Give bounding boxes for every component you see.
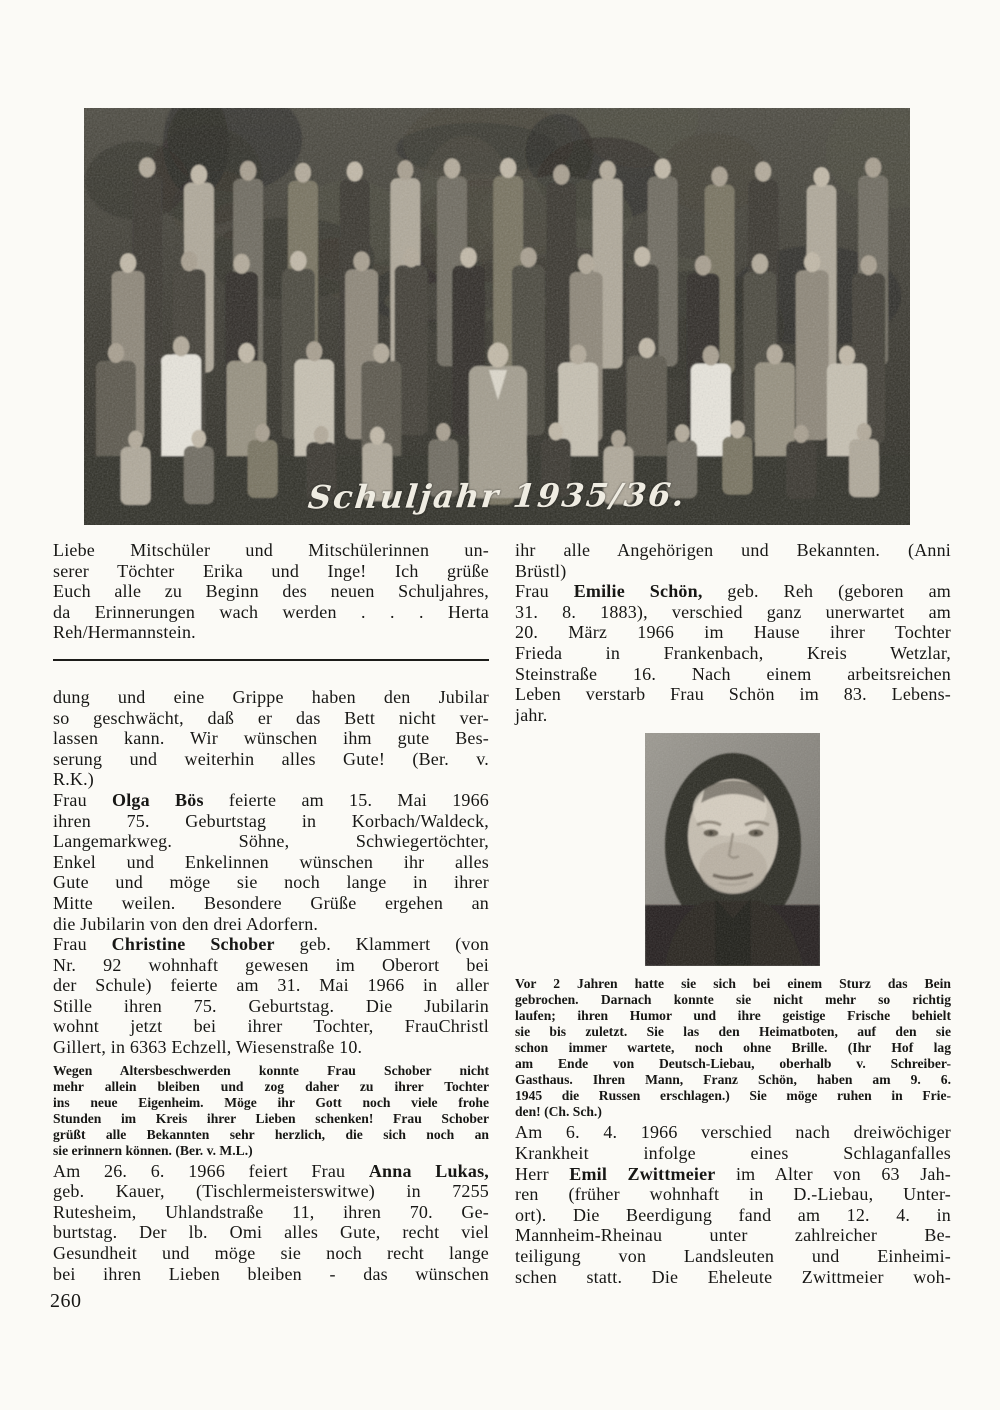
text-line: Langemarkweg. Söhne, Schwiegertöchter, <box>53 831 489 852</box>
paragraph <box>53 934 489 1058</box>
right-column-top <box>515 540 951 725</box>
class-photo <box>84 108 910 525</box>
text-line: Gute und möge sie noch lange in ihrer <box>53 872 489 893</box>
paragraph <box>53 687 489 790</box>
text-line: Am 26. 6. 1966 feiert Frau Anna Lukas, <box>53 1160 489 1181</box>
text-line: Stille ihren 75. Geburtstag. Die Jubilarin <box>53 995 489 1016</box>
film-grain <box>645 733 820 966</box>
text-line: Wegen Altersbeschwerden konnte Frau Schober nicht <box>53 1062 489 1078</box>
text-line: Brüstl) <box>515 560 567 581</box>
text-line: Herr Emil Zwittmeier im Alter von 63 Jah- <box>515 1163 951 1184</box>
film-grain <box>84 108 910 525</box>
paragraph <box>515 540 951 581</box>
text-line: ort). Die Beerdigung fand am 12. 4. in <box>515 1204 951 1225</box>
text-line: Frieda in Frankenbach, Kreis Wetzlar, <box>515 642 951 663</box>
paragraph <box>515 1122 951 1287</box>
right-column-bottom <box>515 976 951 1287</box>
text-line: teiligung von Landsleuten und Einheimi- <box>515 1245 951 1266</box>
text-line: serer Töchter Erika und Inge! Ich grüße <box>53 560 489 581</box>
class-photo-image <box>84 108 910 525</box>
section-divider <box>53 659 489 661</box>
text-line: am Ende von Deutsch-Liebau, oberhalb v. Schreiber- <box>515 1056 951 1072</box>
text-line: lassen kann. Wir wünschen ihm gute Bes- <box>53 728 489 749</box>
photo-caption: Schuljahr 1935/36. <box>306 475 688 517</box>
text-line: Nr. 92 wohnhaft gewesen im Oberort bei <box>53 954 489 975</box>
text-line: Stunden im Kreis ihrer Lieben schenken! Frau Schober <box>53 1110 489 1126</box>
text-line: der Schule) feierte am 31. Mai 1966 in aller <box>53 975 489 996</box>
portrait-image <box>645 733 820 966</box>
paragraph <box>53 1063 489 1159</box>
text-line: Rutesheim, Uhlandstraße 11, ihren 70. Ge- <box>53 1201 489 1222</box>
text-line: Vor 2 Jahren hatte sie sich bei einem Sturz das Bein <box>515 976 951 992</box>
text-line: Euch alle zu Beginn des neuen Schuljahres, <box>53 581 489 602</box>
text-line: R.K.) <box>53 769 94 790</box>
text-line: mehr allein bleiben und zog daher zu ihrer Tochter <box>53 1078 489 1094</box>
text-line: burtstag. Der lb. Omi alles Gute, recht viel <box>53 1222 489 1243</box>
text-line: ins neue Eigenheim. Möge ihr Gott noch viele frohe <box>53 1094 489 1110</box>
portrait-photo <box>645 733 820 966</box>
text-line: Leben verstarb Frau Schön im 83. Lebens- <box>515 684 951 705</box>
paragraph <box>515 581 951 725</box>
paragraph <box>515 976 951 1120</box>
text-line: geb. Kauer, (Tischlermeisterswitwe) in 7255 <box>53 1181 489 1202</box>
page-number: 260 <box>50 1290 82 1312</box>
paragraph <box>53 540 489 643</box>
text-line: Mitte weilen. Besondere Grüße ergehen an <box>53 892 489 913</box>
text-line: schon immer wartete, noch ohne Brille. (Ihr Hof lag <box>515 1040 951 1056</box>
text-line: wohnt jetzt bei ihrer Tochter, FrauChristl <box>53 1016 489 1037</box>
text-line: serung und weiterhin alles Gute! (Ber. v. <box>53 748 489 769</box>
text-line: Frau Emilie Schön, geb. Reh (geboren am <box>515 581 951 602</box>
text-line: Reh/Hermannstein. <box>53 622 196 643</box>
text-line: den! (Ch. Sch.) <box>515 1104 602 1120</box>
text-line: jahr. <box>515 704 548 725</box>
left-column-top <box>53 540 489 643</box>
text-line: Krankheit infolge eines Schlaganfalles <box>515 1142 951 1163</box>
text-line: ren (früher wohnhaft in D.-Liebau, Unter- <box>515 1184 951 1205</box>
text-line: sie bis zuletzt. Sie las den Heimatboten, auf den sie <box>515 1024 951 1040</box>
text-line: bei ihren Lieben bleiben - das wünschen <box>53 1263 489 1284</box>
text-line: Mannheim-Rheinau unter zahlreicher Be- <box>515 1225 951 1246</box>
text-line: Gasthaus. Ihren Mann, Franz Schön, haben am 9. 6. <box>515 1072 951 1088</box>
text-line: Enkel und Enkelinnen wünschen ihr alles <box>53 851 489 872</box>
text-line: grüßt alle Bekannten sehr herzlich, die sich noch an <box>53 1126 489 1142</box>
text-line: sie erinnern können. (Ber. v. M.L.) <box>53 1142 253 1158</box>
text-line: Frau Olga Bös feierte am 15. Mai 1966 <box>53 789 489 810</box>
text-line: ihr alle Angehörigen und Bekannten. (Anni <box>515 540 951 560</box>
text-line: Steinstraße 16. Nach einem arbeitsreichen <box>515 663 951 684</box>
text-line: 31. 8. 1883), verschied ganz unerwartet am <box>515 601 951 622</box>
right-column <box>515 540 951 1287</box>
text-line: gebrochen. Darnach konnte sie nicht mehr so richtig <box>515 992 951 1008</box>
text-line: Frau Christine Schober geb. Klammert (von <box>53 934 490 955</box>
text-line: Gesundheit und möge sie noch recht lange <box>53 1243 489 1264</box>
left-column-bottom <box>53 687 489 1284</box>
paragraph <box>53 1161 489 1285</box>
text-line: 20. März 1966 im Hause ihrer Tochter <box>515 622 951 643</box>
text-line: Gillert, in 6363 Echzell, Wiesenstraße 10. <box>53 1037 363 1058</box>
text-line: so geschwächt, daß er das Bett nicht ver- <box>53 707 489 728</box>
text-line: Am 6. 4. 1966 verschied nach dreiwöchiger <box>515 1122 951 1143</box>
text-line: da Erinnerungen wach werden . . . Herta <box>53 601 489 622</box>
paragraph <box>53 790 489 934</box>
text-line: 1945 die Russen erschlagen.) Sie möge ruhen in Frie- <box>515 1088 951 1104</box>
text-line: dung und eine Grippe haben den Jubilar <box>53 686 489 707</box>
left-column <box>53 540 489 1284</box>
text-line: die Jubilarin von den drei Adorfern. <box>53 913 319 934</box>
text-line: ihren 75. Geburtstag in Korbach/Waldeck, <box>53 810 489 831</box>
text-line: schen statt. Die Eheleute Zwittmeier woh- <box>515 1266 951 1287</box>
text-line: Liebe Mitschüler und Mitschülerinnen un- <box>53 540 489 560</box>
text-line: laufen; ihren Humor und ihre geistige Frische behielt <box>515 1008 951 1024</box>
